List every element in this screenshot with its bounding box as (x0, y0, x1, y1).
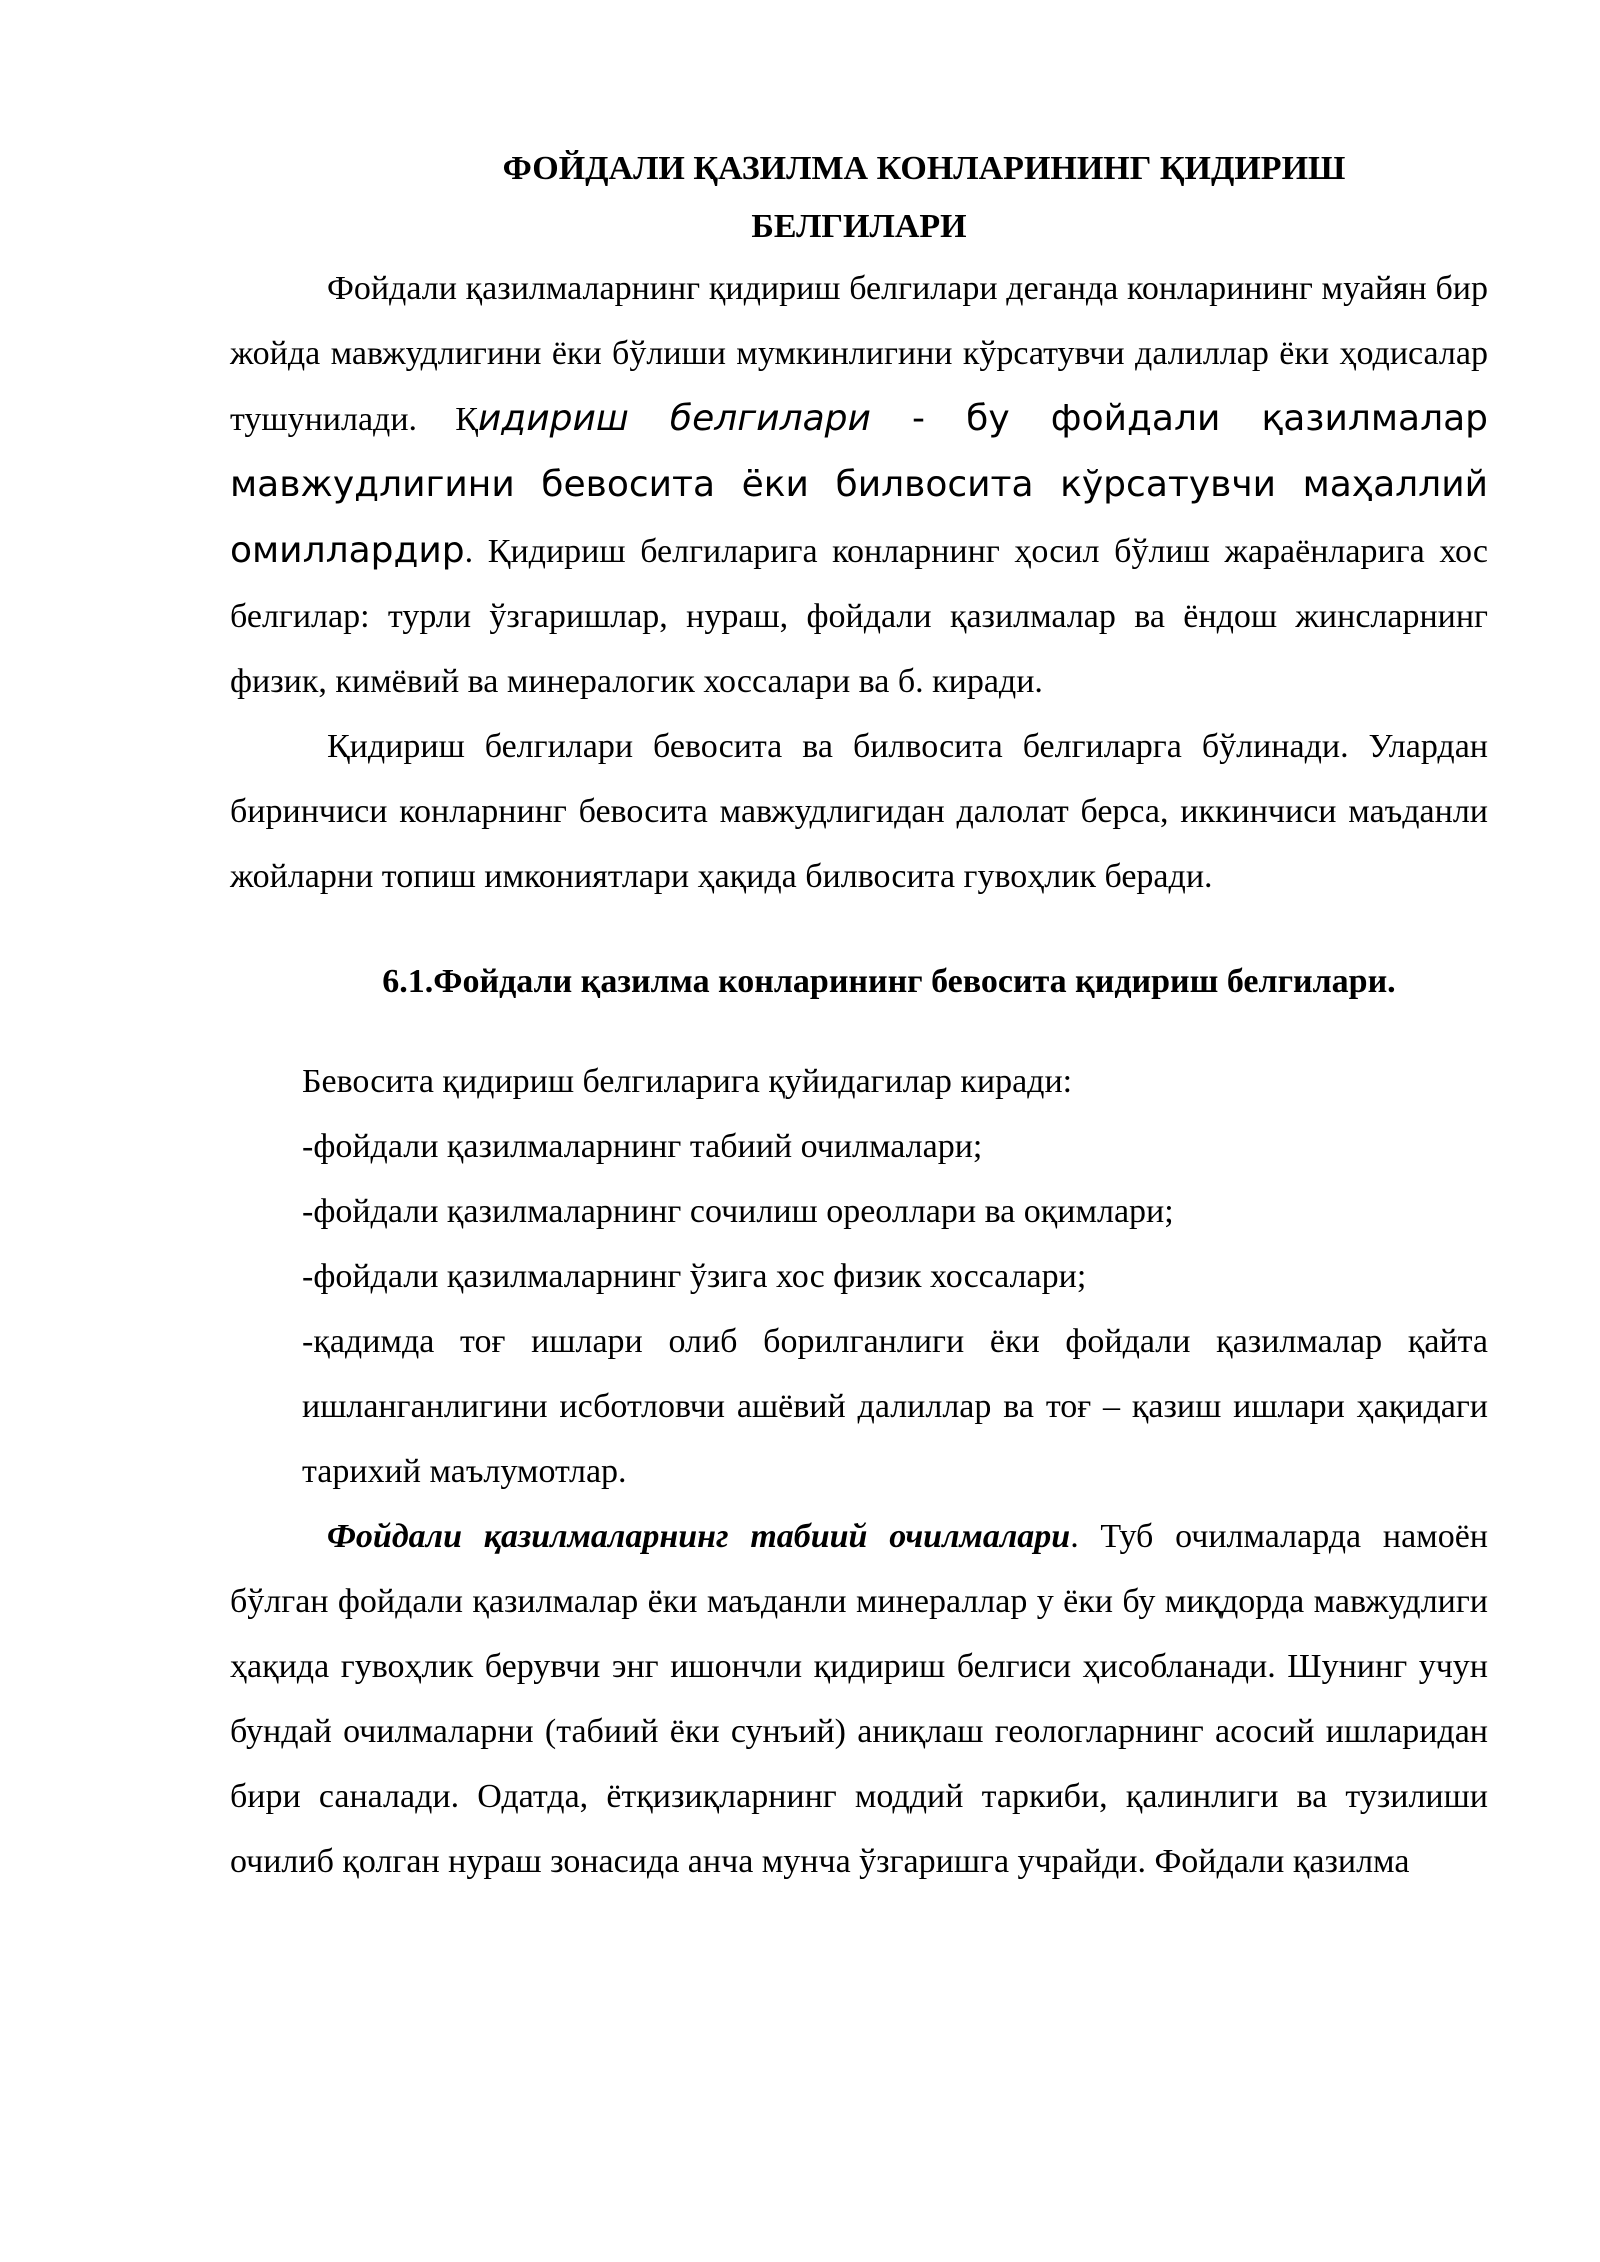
list-item: -фойдали қазилмаларнинг табиий очилмалари; (302, 1128, 983, 1165)
direct-signs-list (230, 1049, 1488, 1504)
paragraph-definition-text-a: Фойдали қазилмаларнинг қидириш белгилари деганда конларининг муайян бир жойда мавжудлигини ёки бўлиши мумкинлигини кўрсатувчи далиллар ёки ҳодисалар тушунилади. Қ (230, 270, 1488, 438)
paragraph-classification: Қидириш белгилари бевосита ва билвосита белгиларга бўлинади. Улардан биринчиси конларнинг бевосита мавжудлигидан далолат берса, иккинчиси маъданли жойларни топиш имкониятлари ҳақида билвосита гувоҳлик беради. (230, 728, 1488, 895)
paragraph-outcrops (230, 1504, 1488, 1894)
paragraph-outcrops-text: . Туб очилмаларда намоён бўлган фойдали қазилмалар ёки маъданли минераллар у ёки бу миқдорда мавжудлиги ҳақида гувоҳлик берувчи энг ишончли қидириш белгиси ҳисобланади. Шунинг учун бундай очилмаларни (табиий ёки сунъий) аниқлаш геологларнинг асосий ишларидан бири саналади. Одатда, ётқизиқларнинг моддий таркиби, қалинлиги ва тузилиши очилиб қолган нураш зонасида анча мунча ўзгаришга учрайди. Фойдали қазилма (230, 1518, 1488, 1880)
document-body (230, 140, 1488, 1894)
list-item: -қадимда тоғ ишлари олиб борилганлиги ёки фойдали қазилмалар қайта ишланганлигини исботловчи ашёвий далиллар ва тоғ – қазиш ишлари ҳақидаги тарихий маълумотлар. (302, 1323, 1488, 1490)
title-line-1: ФОЙДАЛИ ҚАЗИЛМА КОНЛАРИНИНГ ҚИДИРИШ (502, 150, 1346, 187)
paragraph-definition-dash: - (870, 398, 967, 439)
list-item: -фойдали қазилмаларнинг сочилиш ореоллари ва оқимлари; (302, 1193, 1174, 1230)
paragraph-definition-text-c: . Қидириш белгиларига конларнинг ҳосил бўлиш жараёнларига хос белгилар: турли ўзгаришлар, нураш, фойдали қазилмалар ва ёндош жинсларнинг физик, кимёвий ва минералогик хоссалари ва б. киради. (230, 533, 1488, 700)
document-title (230, 140, 1488, 256)
paragraph-definition-italic: идириш белгилари (477, 398, 871, 439)
paragraph-definition-sans: бу фойдали қазилмалар мавжудлигини бевосита ёки билвосита кўрсатувчи маҳаллий омиллардир (230, 398, 1488, 571)
list-intro: Бевосита қидириш белгиларига қуйидагилар киради: (302, 1063, 1073, 1100)
section-heading: 6.1.Фойдали қазилма конларининг бевосита қидириш белгилари. (382, 963, 1396, 1000)
list-item: -фойдали қазилмаларнинг ўзига хос физик хоссалари; (302, 1258, 1087, 1295)
paragraph-definition (230, 256, 1488, 714)
title-line-2: БЕЛГИЛАРИ (751, 208, 967, 245)
paragraph-outcrops-lead: Фойдали қазилмаларнинг табиий очилмалари (327, 1518, 1071, 1555)
